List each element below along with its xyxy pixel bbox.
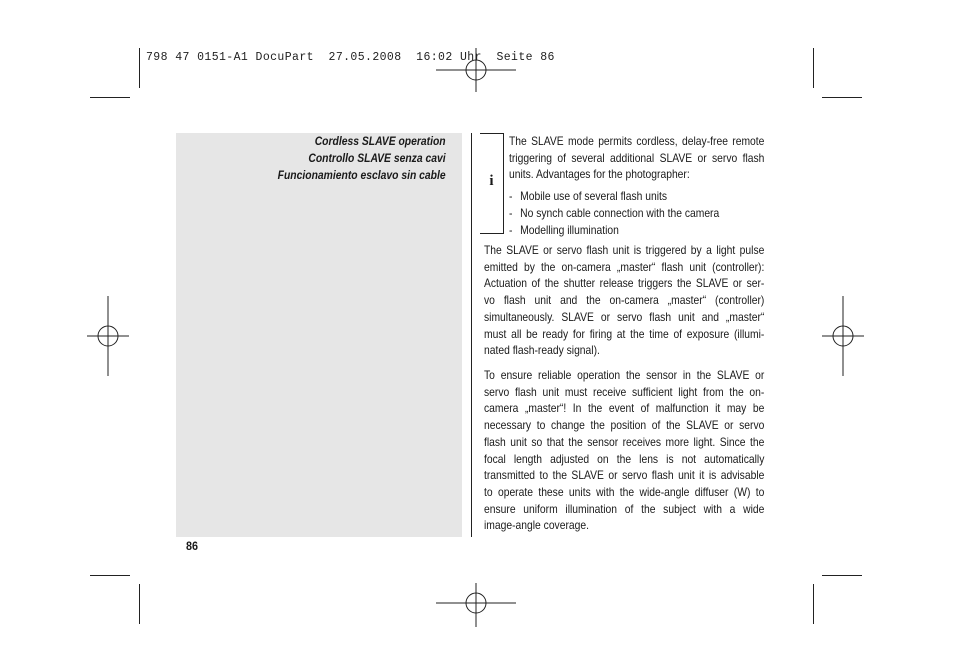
dash-icon: - xyxy=(509,189,513,204)
bullet-item: - Modelling illumination xyxy=(509,222,619,237)
info-note-text xyxy=(509,133,764,238)
text-line: nated flash-ready signal). xyxy=(484,343,600,357)
crop-mark xyxy=(822,97,862,98)
text-line: vo flash unit and the on-camera „master“ (controller) xyxy=(484,293,765,308)
text-line: must all be ready for firing at the time of exposure (illumi- xyxy=(484,326,765,341)
text-line: image-angle coverage. xyxy=(484,518,589,532)
text-line: simultaneously. SLAVE or servo flash unit and „master“ xyxy=(484,309,765,324)
registration-mark-top xyxy=(436,48,516,92)
crop-mark xyxy=(139,48,140,88)
text-line: emitted by the on-camera „master“ flash unit (controller): xyxy=(484,259,765,274)
text-line: servo flash unit must receive sufficient light from the on- xyxy=(484,384,765,399)
heading-english: Cordless SLAVE operation xyxy=(315,136,446,148)
text-line: flash unit so that the sensor receives more light. Since the xyxy=(484,434,765,449)
text-line: transmitted to the SLAVE or servo flash unit it is advisable xyxy=(484,468,765,483)
text-line: The SLAVE or servo flash unit is triggered by a light pulse xyxy=(484,243,765,257)
info-icon: i xyxy=(489,173,494,189)
paragraph-sensor-advice-last-line xyxy=(484,517,589,534)
text-line: triggering of several additional SLAVE or servo flash xyxy=(509,150,765,165)
info-note-box xyxy=(480,133,504,234)
paragraph-slave-trigger xyxy=(484,242,764,342)
bullet-item: - No synch cable connection with the camera xyxy=(509,205,720,220)
text-line: units. Advantages for the photographer: xyxy=(509,167,690,182)
text-line: to operate these units with the wide-angle diffuser (W) to xyxy=(484,484,765,499)
heading-sidebar xyxy=(176,133,462,537)
text-line: focal length adjusted on the lens is not automatically xyxy=(484,451,765,466)
dash-icon: - xyxy=(509,205,513,220)
text-line: The SLAVE mode permits cordless, delay-free remote xyxy=(509,134,765,148)
registration-mark-right xyxy=(822,296,864,376)
dash-icon: - xyxy=(509,222,513,237)
paragraph-slave-trigger-last-line xyxy=(484,342,600,359)
text-line: ensure uniform illumination of the subject with a wide xyxy=(484,501,765,516)
text-line: necessary to change the position of the SLAVE or servo xyxy=(484,418,765,433)
page-number: 86 xyxy=(186,539,199,553)
crop-mark xyxy=(813,584,814,624)
section-headings xyxy=(278,134,446,185)
print-slug-line: 798 47 0151-A1 DocuPart 27.05.2008 16:02 Uhr Seite 86 xyxy=(146,51,555,64)
registration-mark-left xyxy=(87,296,129,376)
crop-mark xyxy=(90,97,130,98)
crop-mark xyxy=(139,584,140,624)
text-line: To ensure reliable operation the sensor in the SLAVE or xyxy=(484,368,765,382)
heading-italian: Controllo SLAVE senza cavi xyxy=(308,153,446,165)
crop-mark xyxy=(822,575,862,576)
text-line: camera „master“! In the event of malfunction it may be xyxy=(484,401,765,416)
crop-mark xyxy=(813,48,814,88)
registration-mark-bottom xyxy=(436,583,516,627)
text-line: Actuation of the shutter release triggers the SLAVE or ser- xyxy=(484,276,765,291)
bullet-item: - Mobile use of several flash units xyxy=(509,189,668,204)
heading-spanish: Funcionamiento esclavo sin cable xyxy=(278,170,446,182)
crop-mark xyxy=(90,575,130,576)
paragraph-sensor-advice xyxy=(484,367,764,517)
column-divider xyxy=(471,133,472,537)
